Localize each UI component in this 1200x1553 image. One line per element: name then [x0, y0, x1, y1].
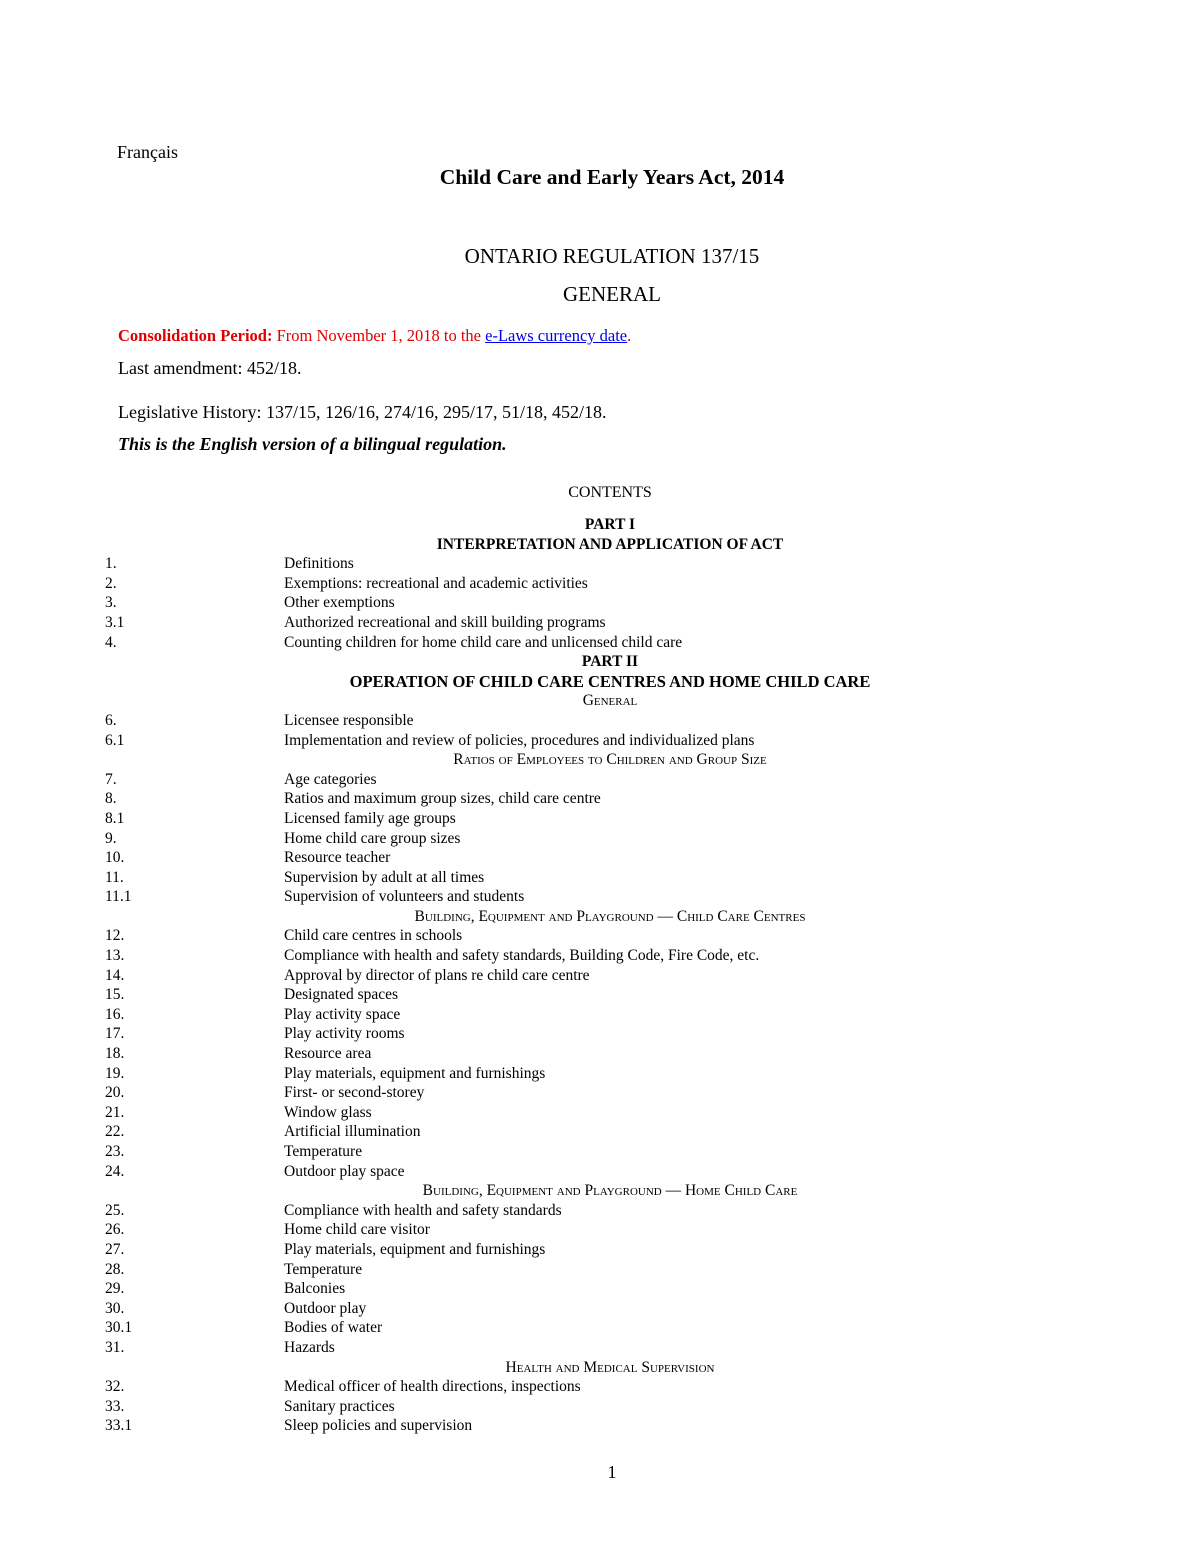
toc-item [105, 1220, 1115, 1240]
toc-item-number: 13. [105, 947, 125, 965]
toc-item-number: 11.1 [105, 888, 132, 906]
toc-item-title: Supervision by adult at all times [284, 868, 485, 886]
toc-item-title: Exemptions: recreational and academic activities [284, 574, 588, 592]
toc-item [105, 711, 1115, 731]
toc-item-number: 22. [105, 1123, 125, 1141]
toc-item-number: 8. [105, 790, 117, 808]
toc-item-number: 29. [105, 1280, 125, 1298]
table-of-contents [105, 515, 1115, 1436]
toc-section-heading: Ratios of Employees to Children and Group Size [453, 751, 767, 769]
last-amendment: Last amendment: 452/18. [118, 358, 302, 378]
toc-item [105, 1103, 1115, 1123]
toc-item-title: Licensed family age groups [284, 809, 456, 827]
toc-item [105, 868, 1115, 888]
page-number: 1 [607, 1462, 617, 1482]
toc-item [105, 1260, 1115, 1280]
toc-item-title: Compliance with health and safety standards [284, 1201, 562, 1219]
language-link-francais[interactable]: Français [117, 142, 178, 162]
toc-item-number: 7. [105, 770, 117, 788]
toc-item-title: Play activity space [284, 1005, 401, 1023]
contents-heading: CONTENTS [568, 484, 652, 501]
toc-item-title: Bodies of water [284, 1319, 383, 1337]
toc-part-heading: PART I [584, 516, 636, 533]
toc-item-title: First- or second-storey [284, 1084, 425, 1102]
toc-section-heading: Building, Equipment and Playground — Child Care Centres [414, 907, 806, 925]
toc-item [105, 1377, 1115, 1397]
toc-item-number: 18. [105, 1045, 125, 1063]
toc-item-title: Resource area [284, 1045, 372, 1063]
toc-item [105, 887, 1115, 907]
toc-part-heading: PART II [581, 653, 639, 671]
toc-item-number: 33. [105, 1397, 125, 1415]
consolidation-label: Consolidation Period: [118, 326, 273, 345]
toc-item-title: Compliance with health and safety standards, Building Code, Fire Code, etc. [284, 947, 760, 965]
toc-item-number: 9. [105, 829, 117, 847]
toc-item-title: Sanitary practices [284, 1397, 395, 1415]
toc-item-title: Artificial illumination [284, 1123, 421, 1141]
toc-item-title: Play materials, equipment and furnishings [284, 1240, 546, 1258]
toc-item-title: Counting children for home child care and unlicensed child care [284, 633, 683, 651]
bilingual-note: This is the English version of a bilingual regulation. [118, 434, 507, 454]
toc-item-title: Other exemptions [284, 594, 395, 612]
toc-item-title: Home child care visitor [284, 1221, 430, 1239]
toc-item-number: 4. [105, 633, 117, 651]
toc-item-number: 33.1 [105, 1417, 133, 1435]
toc-item-number: 16. [105, 1005, 125, 1023]
toc-item-number: 15. [105, 986, 125, 1004]
toc-item-number: 21. [105, 1103, 125, 1121]
toc-item-title: Licensee responsible [284, 711, 414, 729]
toc-item [105, 1044, 1115, 1064]
toc-item-number: 31. [105, 1338, 125, 1356]
toc-item [105, 1122, 1115, 1142]
toc-item [105, 554, 1115, 574]
toc-item-number: 6.1 [105, 731, 125, 749]
toc-item-number: 10. [105, 849, 125, 867]
toc-item-number: 6. [105, 711, 117, 729]
toc-item-title: Balconies [284, 1280, 346, 1298]
toc-item-title: Designated spaces [284, 986, 399, 1004]
regulation-title: ONTARIO REGULATION 137/15 [464, 244, 760, 268]
toc-item-title: Definitions [284, 555, 354, 573]
toc-item-number: 26. [105, 1221, 125, 1239]
toc-item [105, 1005, 1115, 1025]
toc-item-title: Outdoor play [284, 1299, 367, 1317]
toc-item-number: 1. [105, 555, 117, 573]
toc-item [105, 1064, 1115, 1084]
toc-item [105, 1240, 1115, 1260]
toc-item-number: 19. [105, 1064, 125, 1082]
consolidation-period [118, 326, 631, 346]
toc-item [105, 789, 1115, 809]
toc-item [105, 593, 1115, 613]
toc-item-number: 3.1 [105, 613, 125, 631]
toc-item-title: Outdoor play space [284, 1162, 405, 1180]
toc-item [105, 574, 1115, 594]
toc-item-title: Medical officer of health directions, inspections [284, 1378, 581, 1396]
toc-item-title: Implementation and review of policies, procedures and individualized plans [284, 731, 755, 749]
toc-item [105, 633, 1115, 653]
toc-item-number: 11. [105, 868, 124, 886]
toc-item-title: Age categories [284, 770, 377, 788]
toc-item-number: 28. [105, 1260, 125, 1278]
toc-item [105, 613, 1115, 633]
toc-item-number: 27. [105, 1240, 125, 1258]
toc-item-title: Authorized recreational and skill building programs [284, 613, 606, 631]
toc-item-title: Resource teacher [284, 849, 391, 867]
toc-section-heading: Health and Medical Supervision [505, 1358, 715, 1376]
toc-item [105, 1162, 1115, 1182]
toc-item [105, 1416, 1115, 1436]
toc-item-title: Supervision of volunteers and students [284, 888, 525, 906]
toc-item [105, 770, 1115, 790]
act-title: Child Care and Early Years Act, 2014 [439, 165, 785, 189]
toc-item-number: 12. [105, 927, 125, 945]
toc-section-heading: General [582, 692, 638, 710]
toc-item [105, 1279, 1115, 1299]
toc-item-number: 8.1 [105, 809, 125, 827]
toc-item [105, 1024, 1115, 1044]
toc-item-number: 24. [105, 1162, 125, 1180]
toc-item-number: 32. [105, 1378, 125, 1396]
toc-item-number: 17. [105, 1025, 125, 1043]
e-laws-currency-link[interactable]: e-Laws currency date [485, 326, 628, 345]
toc-item [105, 1083, 1115, 1103]
toc-item [105, 985, 1115, 1005]
toc-item-title: Window glass [284, 1103, 372, 1121]
toc-item [105, 809, 1115, 829]
consolidation-period-text: From November 1, 2018 to the [272, 326, 486, 345]
toc-item-number: 14. [105, 966, 125, 984]
toc-item-number: 30. [105, 1299, 125, 1317]
toc-item-number: 30.1 [105, 1319, 133, 1337]
toc-part-heading: INTERPRETATION AND APPLICATION OF ACT [436, 535, 784, 553]
legislative-history: Legislative History: 137/15, 126/16, 274/16, 295/17, 51/18, 452/18. [118, 402, 607, 422]
toc-item [105, 1299, 1115, 1319]
toc-item-title: Child care centres in schools [284, 927, 463, 945]
toc-item-title: Home child care group sizes [284, 829, 461, 847]
toc-item [105, 1397, 1115, 1417]
toc-item [105, 946, 1115, 966]
toc-item [105, 1338, 1115, 1358]
toc-item-number: 25. [105, 1201, 125, 1219]
toc-item [105, 731, 1115, 751]
toc-item-title: Temperature [284, 1260, 363, 1278]
toc-item-title: Play activity rooms [284, 1025, 405, 1043]
toc-part-heading: OPERATION OF CHILD CARE CENTRES AND HOME CHILD CARE [349, 671, 871, 691]
consolidation-trailing: . [627, 326, 632, 345]
regulation-subtitle: GENERAL [563, 282, 661, 306]
toc-item-number: 2. [105, 574, 117, 592]
toc-item [105, 966, 1115, 986]
toc-item-title: Temperature [284, 1143, 363, 1160]
toc-section-heading: Building, Equipment and Playground — Home Child Care [422, 1182, 798, 1200]
toc-item-title: Approval by director of plans re child care centre [284, 966, 590, 984]
toc-item [105, 926, 1115, 946]
toc-item-title: Ratios and maximum group sizes, child care centre [284, 790, 601, 808]
toc-item-title: Hazards [284, 1338, 335, 1356]
toc-item [105, 848, 1115, 868]
toc-item [105, 1201, 1115, 1221]
toc-item-number: 20. [105, 1084, 125, 1102]
toc-item-number: 23. [105, 1143, 125, 1160]
toc-item [105, 829, 1115, 849]
toc-item-title: Sleep policies and supervision [284, 1417, 473, 1435]
toc-item [105, 1142, 1115, 1162]
toc-item-title: Play materials, equipment and furnishings [284, 1064, 546, 1082]
toc-item-number: 3. [105, 594, 117, 612]
toc-item [105, 1318, 1115, 1338]
